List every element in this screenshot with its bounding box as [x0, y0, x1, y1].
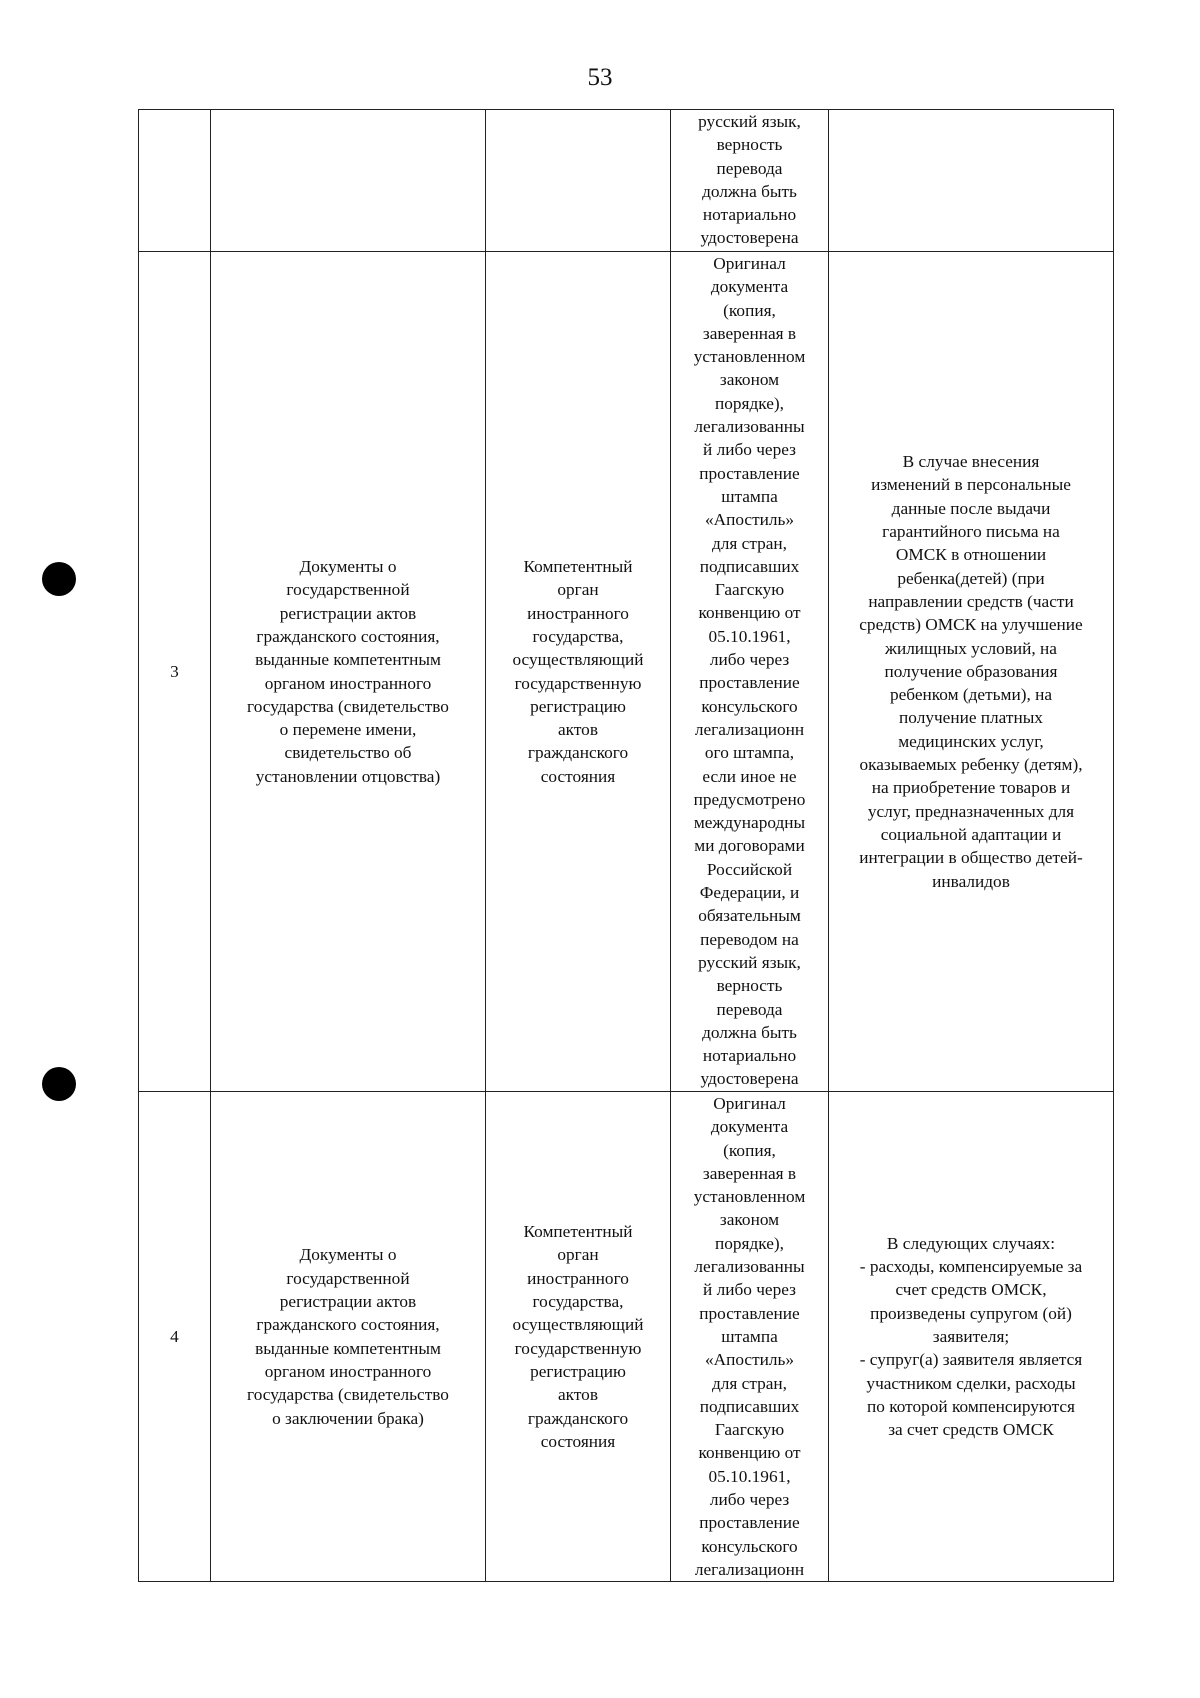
document-requirements-cell: Оригинал документа (копия, заверенная в установленном законом порядке), легализованны й либо через проставление штампа «Апостиль» для стран, подписавших Гаагскую конвенцию от 05.10.1961, либо через проставление консульского легализационн ого штампа, если иное не предусмотрено международны ми договорами Российской Федерации, и обязательным переводом на русский язык, верность перевода должна быть нотариально удостоверена: [671, 252, 829, 1092]
row-number-cell: [139, 110, 211, 252]
issuing-authority-cell: Компетентный орган иностранного государства, осуществляющий государственную регистрацию актов гражданского состояния: [486, 252, 671, 1092]
punch-hole-bottom: [42, 1067, 76, 1101]
submission-conditions-cell: [829, 110, 1114, 252]
table-row: [139, 1092, 1114, 1582]
submission-conditions-cell: В случае внесения изменений в персональные данные после выдачи гарантийного письма на ОМСК в отношении ребенка(детей) (при направлении средств (части средств) ОМСК на улучшение жилищных условий, на получение образования ребенком (детьми), на получение платных медицинских услуг, оказываемых ребенку (детям), на приобретение товаров и услуг, предназначенных для социальной адаптации и интеграции в общество детей- инвалидов: [829, 252, 1114, 1092]
document-requirements-cell: Оригинал документа (копия, заверенная в установленном законом порядке), легализованны й либо через проставление штампа «Апостиль» для стран, подписавших Гаагскую конвенцию от 05.10.1961, либо через проставление консульского легализационн: [671, 1092, 829, 1582]
row-number-cell: 4: [139, 1092, 211, 1582]
document-type-cell: Документы о государственной регистрации актов гражданского состояния, выданные компетентным органом иностранного государства (свидетельство о заключении брака): [211, 1092, 486, 1582]
issuing-authority-cell: [486, 110, 671, 252]
submission-conditions-cell: В следующих случаях: - расходы, компенсируемые за счет средств ОМСК, произведены супругом (ой) заявителя; - супруг(а) заявителя является участником сделки, расходы по которой компенсируются за счет средств ОМСК: [829, 1092, 1114, 1582]
table-row: [139, 110, 1114, 252]
document-type-cell: [211, 110, 486, 252]
issuing-authority-cell: Компетентный орган иностранного государства, осуществляющий государственную регистрацию актов гражданского состояния: [486, 1092, 671, 1582]
punch-hole-top: [42, 562, 76, 596]
document-type-cell: Документы о государственной регистрации актов гражданского состояния, выданные компетентным органом иностранного государства (свидетельство о перемене имени, свидетельство об установлении отцовства): [211, 252, 486, 1092]
documents-table: [138, 109, 1114, 1582]
table-row: [139, 252, 1114, 1092]
row-number-cell: 3: [139, 252, 211, 1092]
document-requirements-cell: русский язык, верность перевода должна быть нотариально удостоверена: [671, 110, 829, 252]
page-number: 53: [587, 64, 613, 91]
